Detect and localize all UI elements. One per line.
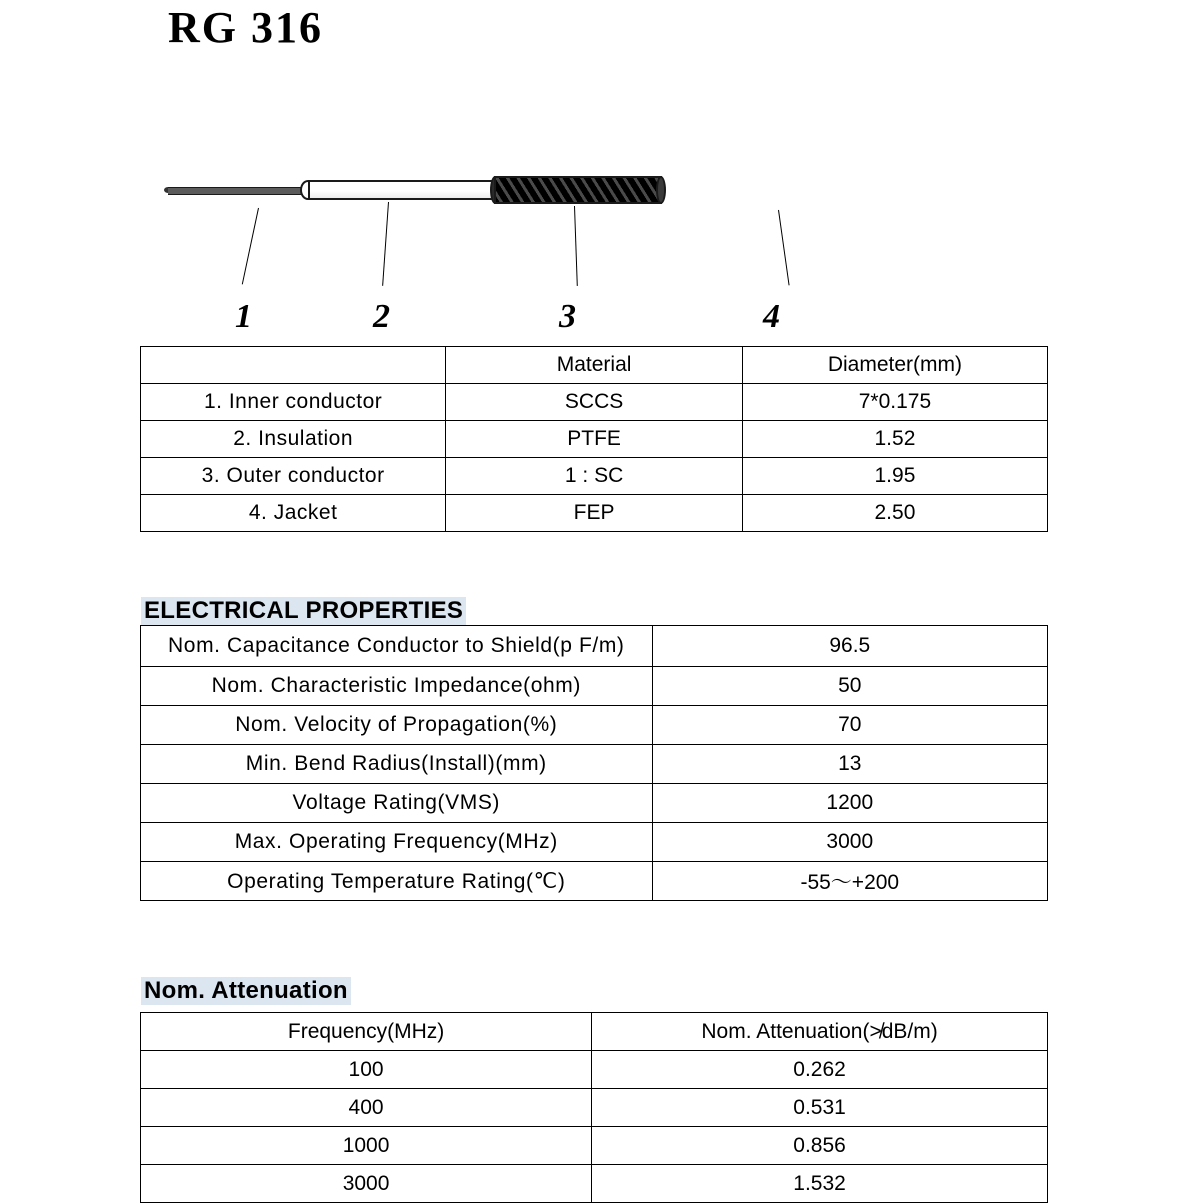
construction-header-diameter: Diameter(mm) <box>742 347 1047 384</box>
table-row <box>141 384 1048 421</box>
outer-conductor-braid-segment <box>494 176 662 204</box>
construction-material: FEP <box>446 495 743 532</box>
electrical-property: Min. Bend Radius(Install)(mm) <box>141 745 653 784</box>
inner-conductor-segment <box>168 187 306 195</box>
construction-diameter: 2.50 <box>742 495 1047 532</box>
attenuation-frequency: 100 <box>141 1051 592 1089</box>
attenuation-table <box>140 1012 1048 1203</box>
table-row <box>141 667 1048 706</box>
electrical-property: Nom. Characteristic Impedance(ohm) <box>141 667 653 706</box>
attenuation-value: 0.856 <box>592 1127 1048 1165</box>
callout-number-1: 1 <box>235 298 252 335</box>
attenuation-frequency: 400 <box>141 1089 592 1127</box>
electrical-value: 3000 <box>652 823 1047 862</box>
electrical-property: Voltage Rating(VMS) <box>141 784 653 823</box>
cable-diagram <box>140 80 1060 335</box>
construction-item: 4. Jacket <box>141 495 446 532</box>
electrical-value: 1200 <box>652 784 1047 823</box>
electrical-value: -55～+200 <box>652 862 1047 901</box>
construction-diameter: 7*0.175 <box>742 384 1047 421</box>
construction-diameter: 1.52 <box>742 421 1047 458</box>
electrical-value: 70 <box>652 706 1047 745</box>
electrical-properties-heading: ELECTRICAL PROPERTIES <box>141 597 466 625</box>
construction-material: PTFE <box>446 421 743 458</box>
table-row <box>141 495 1048 532</box>
table-row-header <box>141 347 1048 384</box>
table-row <box>141 745 1048 784</box>
construction-header-material: Material <box>446 347 743 384</box>
table-row <box>141 1051 1048 1089</box>
table-row <box>141 458 1048 495</box>
page-title: RG 316 <box>168 3 323 52</box>
attenuation-heading: Nom. Attenuation <box>141 977 351 1005</box>
electrical-property: Max. Operating Frequency(MHz) <box>141 823 653 862</box>
construction-diameter: 1.95 <box>742 458 1047 495</box>
braid-right-cap-icon <box>656 176 666 204</box>
table-row <box>141 1127 1048 1165</box>
attenuation-header-frequency: Frequency(MHz) <box>141 1013 592 1051</box>
construction-material: SCCS <box>446 384 743 421</box>
construction-table <box>140 346 1048 532</box>
attenuation-header-value: Nom. Attenuation(≯dB/m) <box>592 1013 1048 1051</box>
insulation-segment <box>308 180 500 200</box>
electrical-property: Nom. Velocity of Propagation(%) <box>141 706 653 745</box>
table-row <box>141 626 1048 667</box>
table-row <box>141 1089 1048 1127</box>
table-row-header <box>141 1013 1048 1051</box>
construction-item: 3. Outer conductor <box>141 458 446 495</box>
table-row <box>141 823 1048 862</box>
construction-item: 1. Inner conductor <box>141 384 446 421</box>
table-row <box>141 421 1048 458</box>
electrical-property: Operating Temperature Rating(℃) <box>141 862 653 901</box>
callout-number-4: 4 <box>763 298 780 335</box>
callout-number-3: 3 <box>559 298 576 335</box>
attenuation-frequency: 1000 <box>141 1127 592 1165</box>
callout-number-2: 2 <box>373 298 390 335</box>
construction-header-item <box>141 347 446 384</box>
electrical-properties-table <box>140 625 1048 901</box>
electrical-value: 96.5 <box>652 626 1047 667</box>
table-row <box>141 1165 1048 1203</box>
callout-leader-3 <box>574 206 578 286</box>
attenuation-value: 0.531 <box>592 1089 1048 1127</box>
construction-item: 2. Insulation <box>141 421 446 458</box>
attenuation-value: 1.532 <box>592 1165 1048 1203</box>
attenuation-value: 0.262 <box>592 1051 1048 1089</box>
electrical-property: Nom. Capacitance Conductor to Shield(p F/m) <box>141 626 653 667</box>
callout-leader-2 <box>382 202 389 286</box>
electrical-value: 13 <box>652 745 1047 784</box>
construction-material: 1 : SC <box>446 458 743 495</box>
callout-leader-1 <box>242 208 259 285</box>
table-row <box>141 784 1048 823</box>
table-row <box>141 862 1048 901</box>
callout-leader-4 <box>778 210 790 285</box>
attenuation-frequency: 3000 <box>141 1165 592 1203</box>
table-row <box>141 706 1048 745</box>
electrical-value: 50 <box>652 667 1047 706</box>
